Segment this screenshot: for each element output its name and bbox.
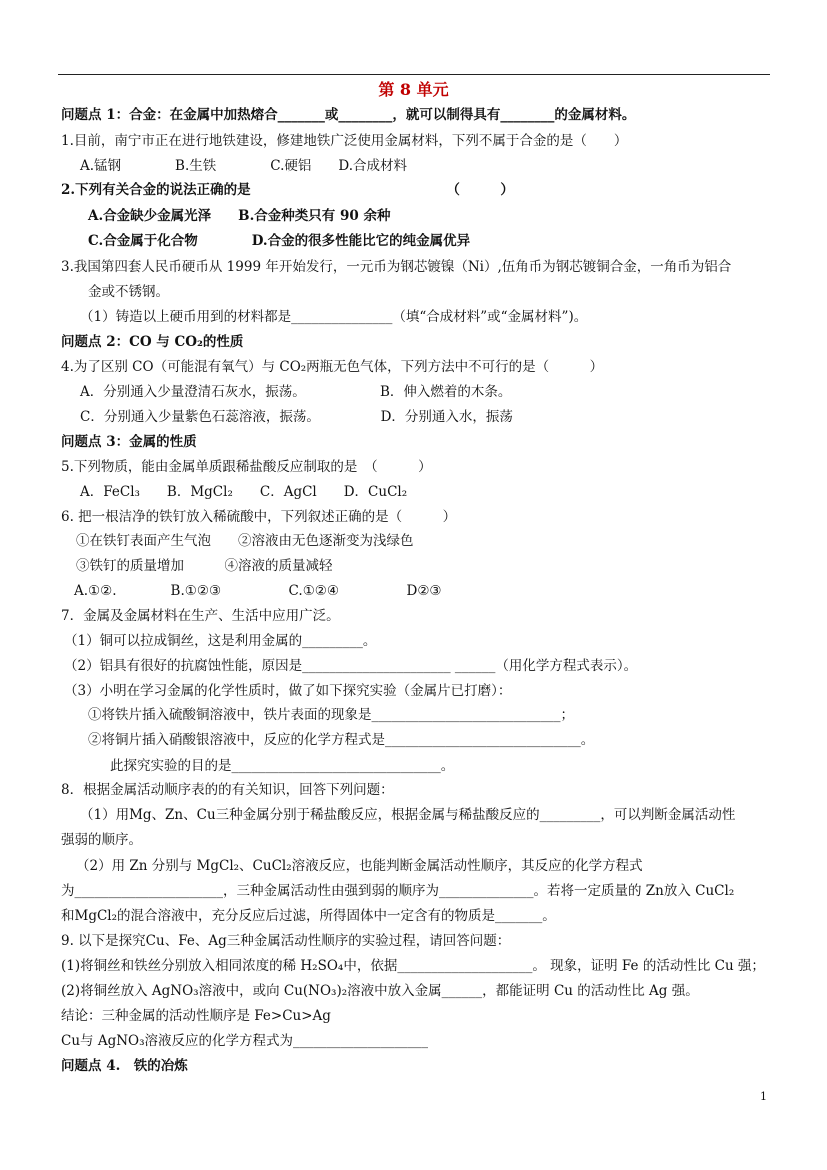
- header-rule: [58, 74, 770, 75]
- text-line: 7．金属及金属材料在生产、生活中应用广泛。: [61, 608, 340, 624]
- text-line: 4.为了区别 CO（可能混有氧气）与 CO₂两瓶无色气体，下列方法中不可行的是（ ）: [61, 359, 604, 375]
- text-line: 为______________________，三种金属活动性由强到弱的顺序为______________。若将一定质量的 Zn放入 CuCl₂: [61, 883, 735, 899]
- text-line: （3）小明在学习金属的化学性质时，做了如下探究实验（金属片已打磨）：: [64, 683, 512, 699]
- text-line: A.合金缺少金属光泽 B.合金种类只有 90 余种: [88, 208, 391, 224]
- text-line: 结论：三种金属的活动性顺序是 Fe>Cu>Ag: [61, 1008, 331, 1024]
- text-line: （2）用 Zn 分别与 MgCl₂、CuCl₂溶液反应，也能判断金属活动性顺序，其反应的化学方程式: [76, 858, 643, 874]
- text-line: 问题点 4. 铁的冶炼: [61, 1058, 188, 1074]
- text-line: 2.下列有关合金的说法正确的是 （ ）: [61, 182, 514, 198]
- text-line: （1）用Mg、Zn、Cu三种金属分别于稀盐酸反应，根据金属与稀盐酸反应的_________，可以判断金属活动性: [80, 807, 736, 823]
- text-line: 9. 以下是探究Cu、Fe、Ag三种金属活动性顺序的实验过程，请回答问题：: [61, 933, 511, 949]
- text-line: 5.下列物质，能由金属单质跟稀盐酸反应制取的是 （ ）: [61, 459, 432, 475]
- text-line: 和MgCl₂的混合溶液中，充分反应后过滤，所得固体中一定含有的物质是_______。: [61, 908, 556, 924]
- text-line: （1）铸造以上硬币用到的材料都是_______________（填“合成材料”或“金属材料”)。: [80, 309, 588, 325]
- text-line: 强弱的顺序。: [61, 832, 142, 848]
- text-line: （2）铝具有很好的抗腐蚀性能，原因是______________________ ______（用化学方程式表示）。: [64, 658, 638, 674]
- text-line: (1)将铜丝和铁丝分别放入相同浓度的稀 H₂SO₄中，依据____________________。 现象，证明 Fe 的活动性比 Cu 强；: [61, 958, 765, 974]
- page-number: 1: [760, 1090, 767, 1103]
- text-line: ①将铁片插入硫酸铜溶液中，铁片表面的现象是____________________________；: [88, 707, 574, 723]
- text-line: ③铁钉的质量增加 ④溶液的质量减轻: [76, 558, 333, 574]
- text-line: C.合金属于化合物 D.合金的很多性能比它的纯金属优异: [88, 233, 471, 249]
- text-line: 问题点 2：CO 与 CO₂的性质: [61, 334, 244, 350]
- text-line: 3.我国第四套人民币硬币从 1999 年开始发行，一元币为钢芯镀镍（Ni）,伍角币为钢芯镀铜合金，一角币为铝合: [61, 259, 732, 275]
- text-line: 金或不锈钢。: [88, 284, 169, 300]
- text-line: A．FeCl₃ B．MgCl₂ C．AgCl D．CuCl₂: [80, 484, 408, 500]
- text-line: ②将铜片插入硝酸银溶液中，反应的化学方程式是_____________________________。: [88, 732, 595, 748]
- text-line: A．分别通入少量澄清石灰水，振荡。 B．伸入燃着的木条。: [80, 384, 512, 400]
- text-line: Cu与 AgNO₃溶液反应的化学方程式为____________________: [61, 1033, 428, 1049]
- text-line: A.锰钢 B.生铁 C.硬铝 D.合成材料: [80, 158, 408, 174]
- text-line: （1）铜可以拉成铜丝，这是利用金属的_________。: [64, 633, 377, 649]
- text-line: (2)将铜丝放入 AgNO₃溶液中，或向 Cu(NO₃)₂溶液中放入金属______，都能证明 Cu 的活动性比 Ag 强。: [61, 983, 699, 999]
- text-line: 问题点 1：合金：在金属中加热熔合_______或________，就可以制得具有________的金属材料。: [61, 107, 636, 123]
- text-line: 6. 把一根洁净的铁钉放入稀硫酸中，下列叙述正确的是（ ）: [61, 509, 457, 525]
- text-line: ①在铁钉表面产生气泡 ②溶液由无色逐渐变为浅绿色: [76, 533, 414, 549]
- text-line: 8．根据金属活动顺序表的的有关知识，回答下列问题：: [61, 782, 394, 798]
- text-line: A.①②. B.①②③ C.①②④ D②③: [74, 583, 442, 599]
- text-line: C．分别通入少量紫色石蕊溶液，振荡。 D．分别通入水，振荡: [80, 409, 513, 425]
- text-line: 问题点 3：金属的性质: [61, 434, 197, 450]
- page-title: 第 8 单元: [378, 80, 449, 99]
- text-line: 此探究实验的目的是_______________________________。: [110, 758, 455, 774]
- text-line: 1.目前，南宁市正在进行地铁建设，修建地铁广泛使用金属材料，下列不属于合金的是（ ）: [61, 133, 628, 149]
